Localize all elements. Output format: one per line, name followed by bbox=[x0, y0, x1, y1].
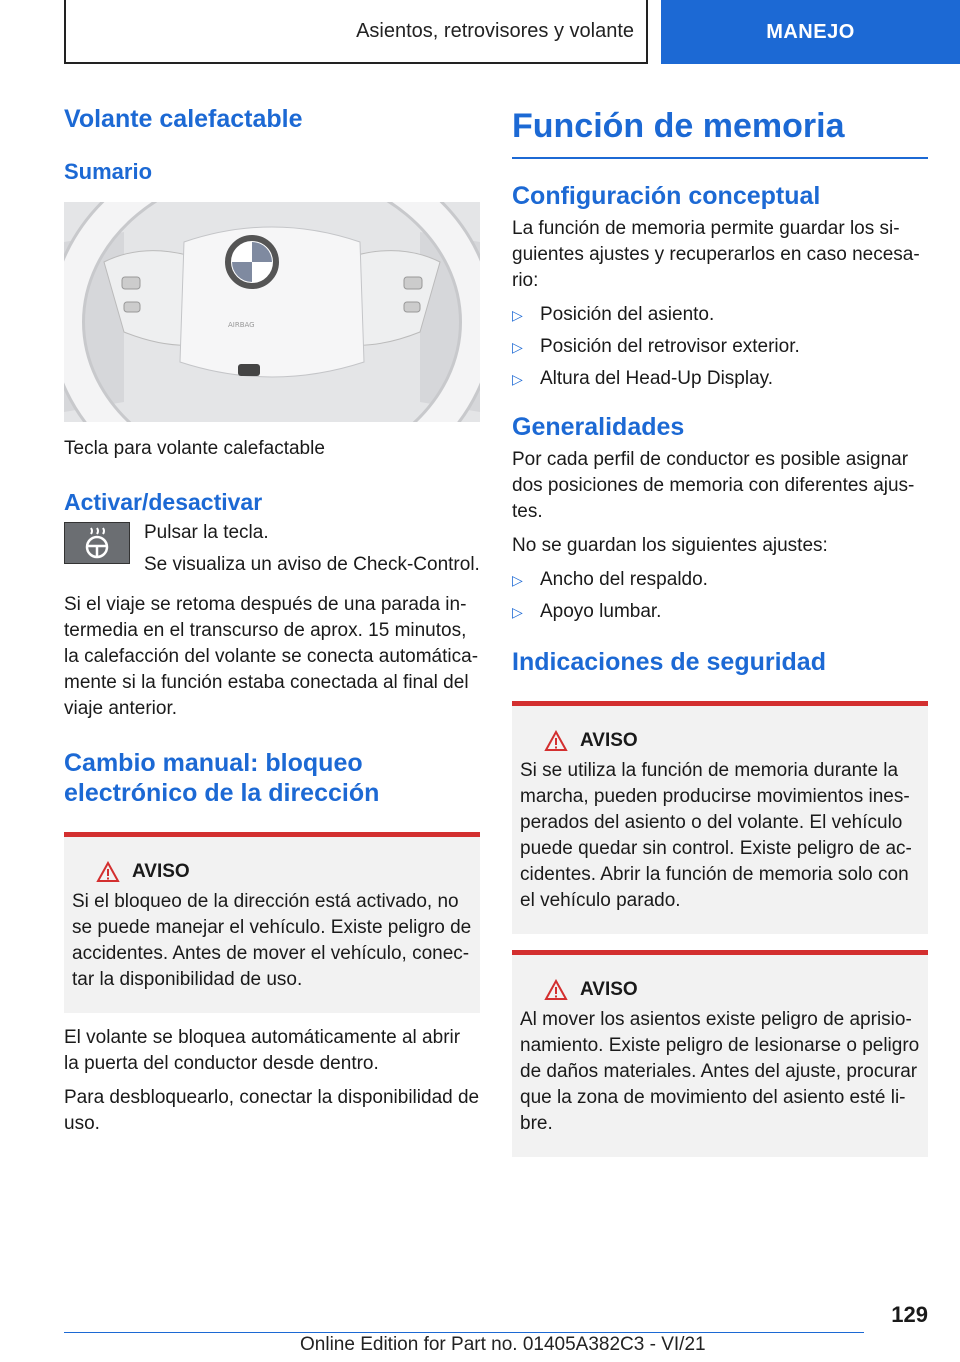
activar-row bbox=[64, 520, 480, 578]
generalidades-text: Por cada perfil de conductor es posible asignar dos posiciones de memoria con diferentes ajus-tes. bbox=[512, 449, 915, 523]
warning-triangle-icon bbox=[96, 861, 120, 883]
steering-wheel-figure bbox=[64, 202, 480, 422]
svg-text:AIRBAG: AIRBAG bbox=[228, 320, 255, 329]
list-item: ▷ Altura del Head-Up Display. bbox=[512, 366, 928, 392]
bullet-triangle-icon: ▷ bbox=[512, 604, 523, 621]
config-text: La función de memoria permite guardar los si-guientes ajustes y recuperarlos en caso necesa-rio: bbox=[512, 218, 920, 292]
list-item: ▷ Posición del retrovisor exterior. bbox=[512, 334, 928, 360]
footer-edition: Online Edition for Part no. 01405A382C3 - VI/21 bbox=[300, 1334, 706, 1355]
bullet-triangle-icon: ▷ bbox=[512, 339, 523, 356]
left-column bbox=[64, 96, 480, 1137]
paragraph-bloqueo-automatico: El volante se bloquea automáticamente al abrir la puerta del conductor desde dentro. bbox=[64, 1027, 461, 1075]
page-number: 129 bbox=[891, 1302, 928, 1327]
heading-funcion-memoria: Función de memoria bbox=[512, 106, 928, 159]
heading-configuracion-conceptual: Configuración conceptual bbox=[512, 181, 821, 210]
bullet-triangle-icon: ▷ bbox=[512, 371, 523, 388]
warning-label: AVISO bbox=[580, 729, 638, 751]
heated-wheel-icon bbox=[80, 526, 114, 560]
config-bullet-list bbox=[512, 302, 928, 392]
warning-triangle-icon bbox=[544, 979, 568, 1001]
warning-box-memoria-marcha bbox=[512, 701, 928, 934]
section-title: Asientos, retrovisores y volante bbox=[356, 19, 634, 42]
warning-title bbox=[96, 861, 472, 883]
no-guardan-bullet-list bbox=[512, 567, 928, 625]
heading-volante-calefactable: Volante calefactable bbox=[64, 105, 303, 133]
heated-steering-wheel-button-icon bbox=[64, 522, 130, 564]
header-section-title bbox=[64, 0, 648, 64]
right-column bbox=[512, 96, 928, 1157]
list-item: ▷ Posición del asiento. bbox=[512, 302, 928, 328]
heading-cambio-manual: Cambio manual: bloqueo electrónico de la dirección bbox=[64, 749, 380, 808]
figure-caption: Tecla para volante calefactable bbox=[64, 437, 325, 459]
warning-title bbox=[544, 730, 920, 752]
warning-label: AVISO bbox=[132, 861, 190, 883]
list-item: ▷ Apoyo lumbar. bbox=[512, 599, 928, 625]
list-item: ▷ Ancho del respaldo. bbox=[512, 567, 928, 593]
paragraph-desbloquear: Para desbloquearlo, conectar la disponibilidad de uso. bbox=[64, 1087, 480, 1135]
warning-text: Al mover los asientos existe peligro de aprisio-namiento. Existe peligro de lesionarse o peligro de daños materiales. Antes del ajuste, procurar que la zona de movimiento del asiento esté li-bre. bbox=[520, 1008, 920, 1134]
heading-generalidades: Generalidades bbox=[512, 413, 685, 442]
heading-indicaciones-seguridad: Indicaciones de seguridad bbox=[512, 648, 826, 677]
warning-label: AVISO bbox=[580, 978, 638, 1000]
bullet-triangle-icon: ▷ bbox=[512, 307, 523, 324]
warning-text: Si se utiliza la función de memoria durante la marcha, pueden producirse movimientos ines-perados del asiento o del volante. El vehículo puede quedar sin control. Existe peligro de ac-cidentes. Abrir la función de memoria solo con el vehículo parado. bbox=[520, 759, 912, 911]
paragraph-reanudar-viaje: Si el viaje se retoma después de una parada in-termedia en el transcurso de aprox. 15 minutos, la calefacción del volante se conecta automática-mente si la función estaba conectada al final del viaje anterior. bbox=[64, 594, 479, 720]
warning-box-aprisionamiento bbox=[512, 950, 928, 1157]
activar-line-1: Pulsar la tecla. bbox=[144, 522, 269, 544]
warning-text: Si el bloqueo de la dirección está activado, no se puede manejar el vehículo. Existe peligro de accidentes. Antes de mover el vehículo, conec-tar la disponibilidad de uso. bbox=[72, 891, 472, 991]
warning-box-bloqueo bbox=[64, 832, 480, 1013]
heading-activar-desactivar: Activar/desactivar bbox=[64, 488, 263, 515]
warning-triangle-icon bbox=[544, 730, 568, 752]
no-guardan-text: No se guardan los siguientes ajustes: bbox=[512, 535, 828, 557]
steering-wheel-illustration bbox=[64, 202, 480, 422]
activar-instructions bbox=[144, 520, 480, 578]
activar-line-2: Se visualiza un aviso de Check-Control. bbox=[144, 554, 480, 576]
chapter-label: MANEJO bbox=[766, 20, 855, 43]
chapter-tab[interactable] bbox=[661, 0, 960, 64]
heading-sumario: Sumario bbox=[64, 159, 153, 184]
warning-title bbox=[544, 979, 920, 1001]
footer-divider bbox=[64, 1332, 864, 1333]
bullet-triangle-icon: ▷ bbox=[512, 572, 523, 589]
